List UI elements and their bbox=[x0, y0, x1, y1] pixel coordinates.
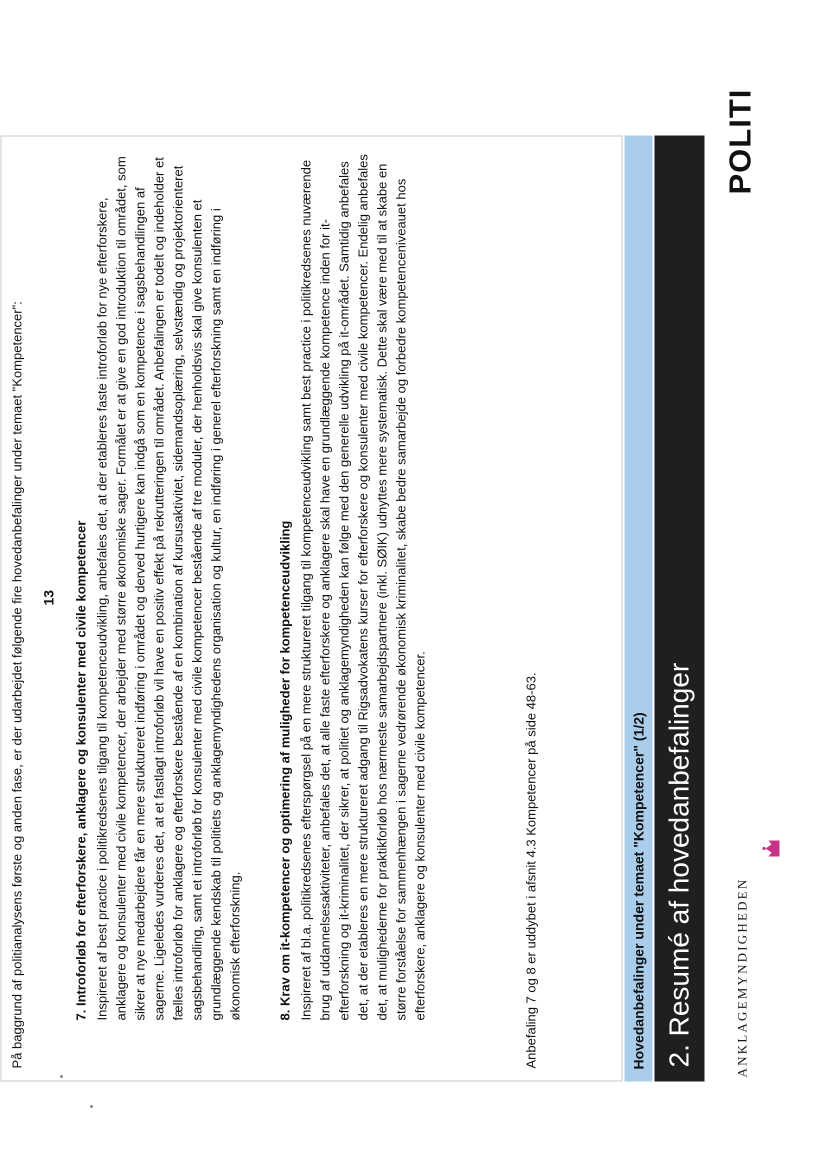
footnote bbox=[521, 150, 540, 1068]
page-number: 13 bbox=[40, 589, 56, 605]
footnote-text: Anbefaling 7 og 8 er uddybet i afsnit 4.3 Kompetencer på side 48-63. bbox=[523, 671, 538, 1068]
subtitle-bar bbox=[624, 135, 652, 1081]
crown-icon bbox=[760, 837, 782, 859]
recommendation-7-heading: 7. Introforløb for efterforskere, anklagere og konsulenter med civile kompetencer bbox=[73, 520, 88, 1020]
content-box bbox=[0, 135, 622, 1081]
recommendation-7-body: Inspireret af best practice i politikredsenes tilgang til kompetenceudvikling, anbefales det, at der etableres faste introforløb for nye efterforskere, anklagere og konsulenter med civile kompetencer, der arbejder med større økonomiske sager. Formålet er at give en god introduktion til området, som sikrer at nye medarbejdere får en mere struktureret indføring i området og derved hurtigere kan indgå som en kompetence i sagsbehandlingen af sagerne. Ligeledes vurderes det, at et fastlagt introforløb vil have en positiv effekt på rekrutteringen til området. Anbefalingen er todelt og indeholder et fælles introforløb for anklagere og efterforskere bestående af en kombination af kursusaktivitet, sidemandsoplæring, selvstændig og projektorienteret sagsbehandling, samt et introforløb for konsulenter med civile kompetencer bestående af tre moduler, der henholdsvis skal give konsulenten et grundlæggende kendskab til politiets og anklagemyndighedens organisation og kultur, en indføring i generel efterforskning samt en indføring i økonomisk efterforskning. bbox=[94, 155, 242, 1020]
politi-logo: POLITI bbox=[722, 88, 757, 194]
recommendation-8-body: Inspireret af bl.a. politikredsenes efterspørgsel på en mere struktureret tilgang til kompetenceudvikling samt best practice i politikredsenes nuværende brug af uddannelsesaktiviteter, anbefales det, at alle faste efterforskere og anklagere skal have en grundlæggende kompetence inden for it-efterforskning og it-kriminalitet, der sikrer, at politiet og anklagemyndigheden kan følge med den generelle udvikling på it-området. Samtidig anbefales det, at der etableres en mere struktureret adgang til Rigsadvokatens kurser for efterforskere og konsulenter med civile kompetencer. Endelig anbefales det, at mulighederne for praktikforløb hos nærmeste samarbejdspartnere (inkl. SØIK) udnyttes mere systematisk. Dette skal være med til at skabe en større forståelse for sammenhængen i sagerne vedrørende økonomisk kriminalitet, skabe bedre samarbejde og forbedre kompetenceniveauet hos efterforskere, anklagere og konsulenter med civile kompetencer. bbox=[298, 153, 427, 1020]
agency-name: ANKLAGEMYNDIGHEDEN bbox=[734, 877, 749, 1077]
page-subtitle: Hovedanbefalinger under temaet "Kompetencer" (1/2) bbox=[630, 711, 646, 1069]
title-bar bbox=[654, 135, 704, 1081]
page-title: 2. Resumé af hovedanbefalinger bbox=[663, 662, 694, 1067]
scan-speck bbox=[90, 1105, 93, 1108]
intro-paragraph: På baggrund af politianalysens første og anden fase, er der udarbejdet følgende fire hovedanbefalinger under temaet "Kompetencer": bbox=[9, 300, 24, 1068]
recommendation-8-heading: 8. Krav om it-kompetencer og optimering af muligheder for kompetenceudvikling bbox=[277, 520, 292, 1020]
scan-speck bbox=[60, 1075, 63, 1078]
recommendation-8 bbox=[275, 150, 429, 1068]
recommendation-7 bbox=[71, 150, 244, 1068]
intro-text bbox=[7, 150, 26, 1068]
